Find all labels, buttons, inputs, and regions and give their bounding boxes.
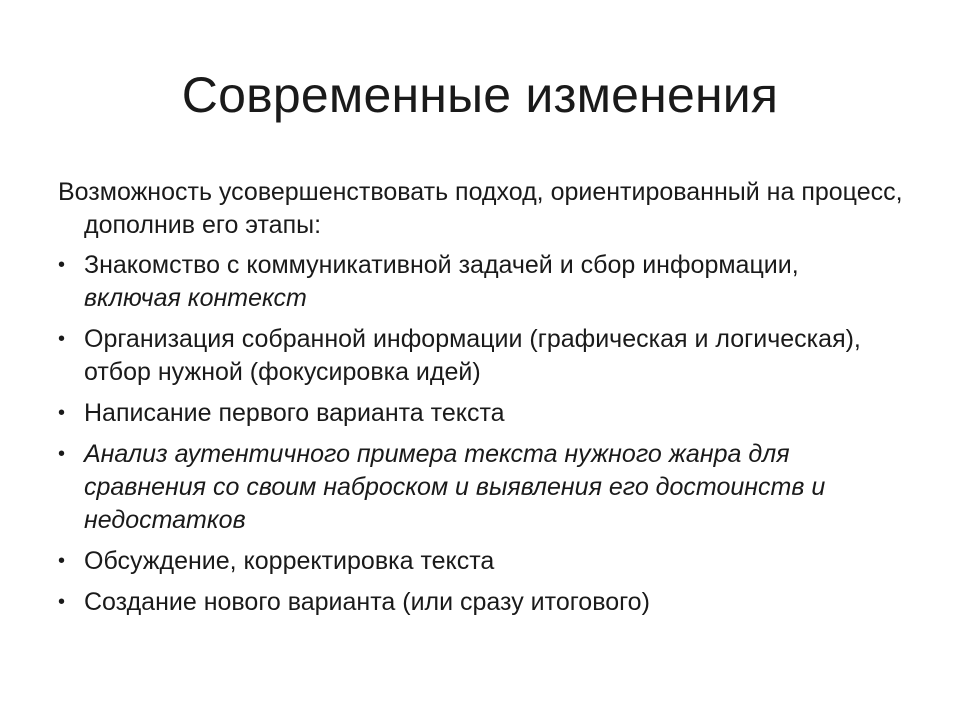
- bullet-dot-icon: •: [58, 254, 66, 276]
- bullet-item-organization: [58, 323, 908, 389]
- slide-title: Современные изменения: [181, 67, 779, 123]
- intro-text: Возможность усовершенствовать подход, ориентированный на процесс, дополнив его этапы:: [58, 178, 903, 239]
- bullet-list: [58, 249, 908, 619]
- bullet-dot-icon: •: [58, 402, 66, 424]
- bullet-dot-icon: •: [58, 591, 66, 613]
- bullet-text: Обсуждение, корректировка текста: [84, 547, 495, 575]
- bullet-item-discussion: [58, 545, 908, 578]
- bullet-item-analysis: [58, 438, 908, 537]
- bullet-item-context: [58, 249, 908, 315]
- bullet-text: Организация собранной информации (графическая и логическая), отбор нужной (фокусировка идей): [84, 325, 861, 386]
- bullet-italic-text: включая контекст: [84, 284, 307, 312]
- bullet-text: Написание первого варианта текста: [84, 399, 505, 427]
- bullet-item-new-version: [58, 586, 908, 619]
- bullet-italic-text: Анализ аутентичного примера текста нужного жанра для сравнения со своим наброском и выявления его достоинств и недостатков: [84, 440, 826, 534]
- bullet-dot-icon: •: [58, 550, 66, 572]
- bullet-dot-icon: •: [58, 443, 66, 465]
- bullet-item-first-draft: [58, 397, 908, 430]
- bullet-text: Создание нового варианта (или сразу итогового): [84, 588, 650, 616]
- bullet-dot-icon: •: [58, 328, 66, 350]
- slide-content: [58, 176, 908, 627]
- bullet-text: Знакомство с коммуникативной задачей и сбор информации,: [84, 251, 799, 279]
